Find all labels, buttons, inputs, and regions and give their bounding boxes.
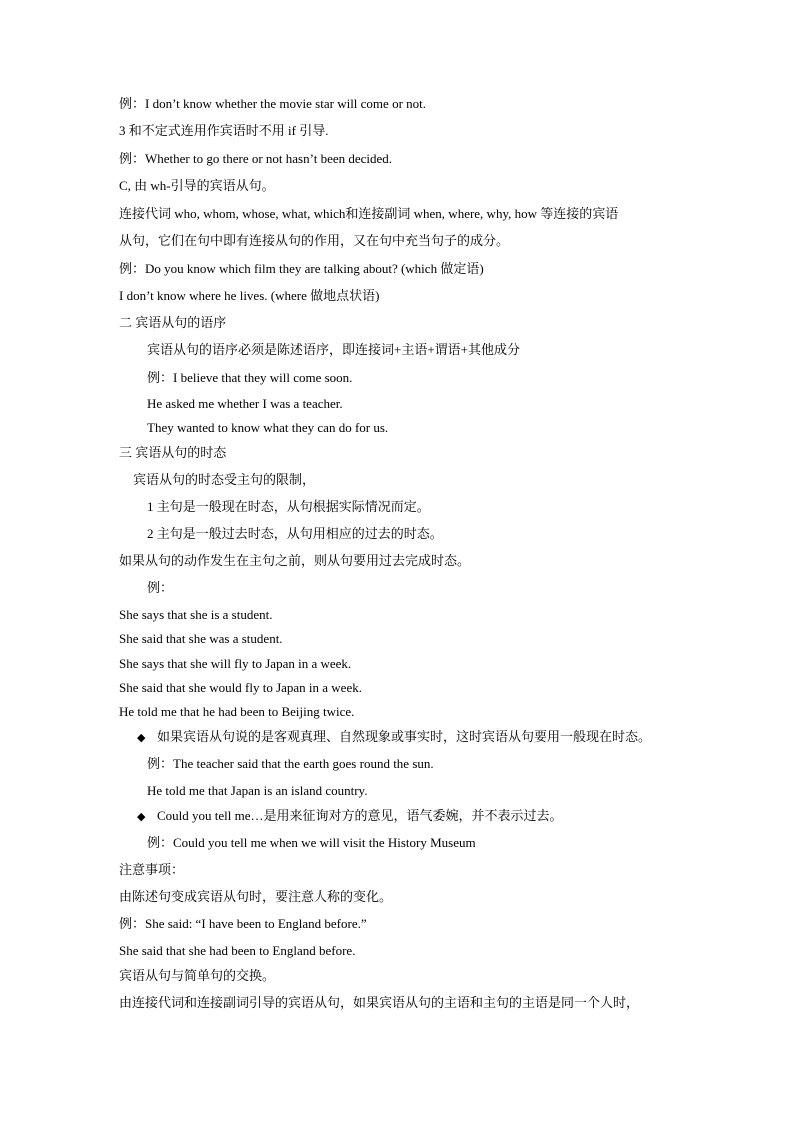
text-line: 2 主句是一般过去时态，从句用相应的过去的时态。 — [147, 526, 443, 541]
bullet-line — [137, 729, 651, 746]
text-line: C, 由 wh-引导的宾语从句。 — [119, 178, 275, 193]
bullet-text: Could you tell me…是用来征询对方的意见，语气委婉，并不表示过去。 — [157, 808, 563, 823]
text-line: 注意事项： — [119, 862, 185, 877]
text-line: 例： — [147, 580, 174, 595]
section-heading: 二 宾语从句的语序 — [119, 315, 227, 330]
text-line: 由连接代词和连接副词引导的宾语从句，如果宾语从句的主语和主句的主语是同一个人时， — [119, 995, 640, 1010]
example-sentence: She says that she is a student. — [119, 607, 273, 622]
text-line: 由陈述句变成宾语从句时，要注意人称的变化。 — [119, 889, 393, 904]
text-line: 从句，它们在句中即有连接从句的作用，又在句中充当句子的成分。 — [119, 233, 510, 248]
text-line: He asked me whether I was a teacher. — [147, 396, 343, 411]
text-line: I don’t know where he lives. (where 做地点状语) — [119, 288, 380, 303]
example-sentence: She says that she will fly to Japan in a week. — [119, 656, 352, 671]
section-heading: 三 宾语从句的时态 — [119, 445, 227, 460]
text-line: They wanted to know what they can do for us. — [147, 420, 389, 435]
text-line: 如果从句的动作发生在主句之前，则从句要用过去完成时态。 — [119, 553, 471, 568]
bullet-text: 如果宾语从句说的是客观真理、自然现象或事实时，这时宾语从句要用一般现在时态。 — [157, 729, 652, 744]
text-line: 例：I believe that they will come soon. — [147, 370, 353, 385]
text-line: 宾语从句与简单句的交换。 — [119, 968, 276, 983]
text-line: He told me that Japan is an island country. — [147, 783, 368, 798]
text-line: 3 和不定式连用作宾语时不用 if 引导. — [119, 123, 329, 138]
text-line: 例：I don’t know whether the movie star will come or not. — [119, 96, 427, 111]
text-line: 例：She said: “I have been to England before.” — [119, 916, 367, 931]
text-line: 例：Do you know which film they are talking about? (which 做定语) — [119, 261, 484, 276]
text-line: She said that she had been to England before. — [119, 943, 356, 958]
text-line: 1 主句是一般现在时态，从句根据实际情况而定。 — [147, 499, 430, 514]
diamond-bullet-icon: ◆ — [137, 732, 146, 744]
text-line: 例：Whether to go there or not hasn’t been decided. — [119, 151, 393, 166]
bullet-line — [137, 808, 563, 825]
text-line: 例：The teacher said that the earth goes round the sun. — [147, 756, 434, 771]
example-sentence: She said that she would fly to Japan in a week. — [119, 680, 362, 695]
example-sentence: She said that she was a student. — [119, 631, 283, 646]
text-line: 宾语从句的语序必须是陈述语序，即连接词+主语+谓语+其他成分 — [147, 342, 520, 357]
text-line: 连接代词 who, whom, whose, what, which和连接副词 when, where, why, how 等连接的宾语 — [119, 206, 619, 221]
text-line: 宾语从句的时态受主句的限制， — [133, 472, 316, 487]
example-sentence: He told me that he had been to Beijing twice. — [119, 704, 355, 719]
text-line: 例：Could you tell me when we will visit the History Museum — [147, 835, 476, 850]
diamond-bullet-icon: ◆ — [137, 811, 146, 823]
